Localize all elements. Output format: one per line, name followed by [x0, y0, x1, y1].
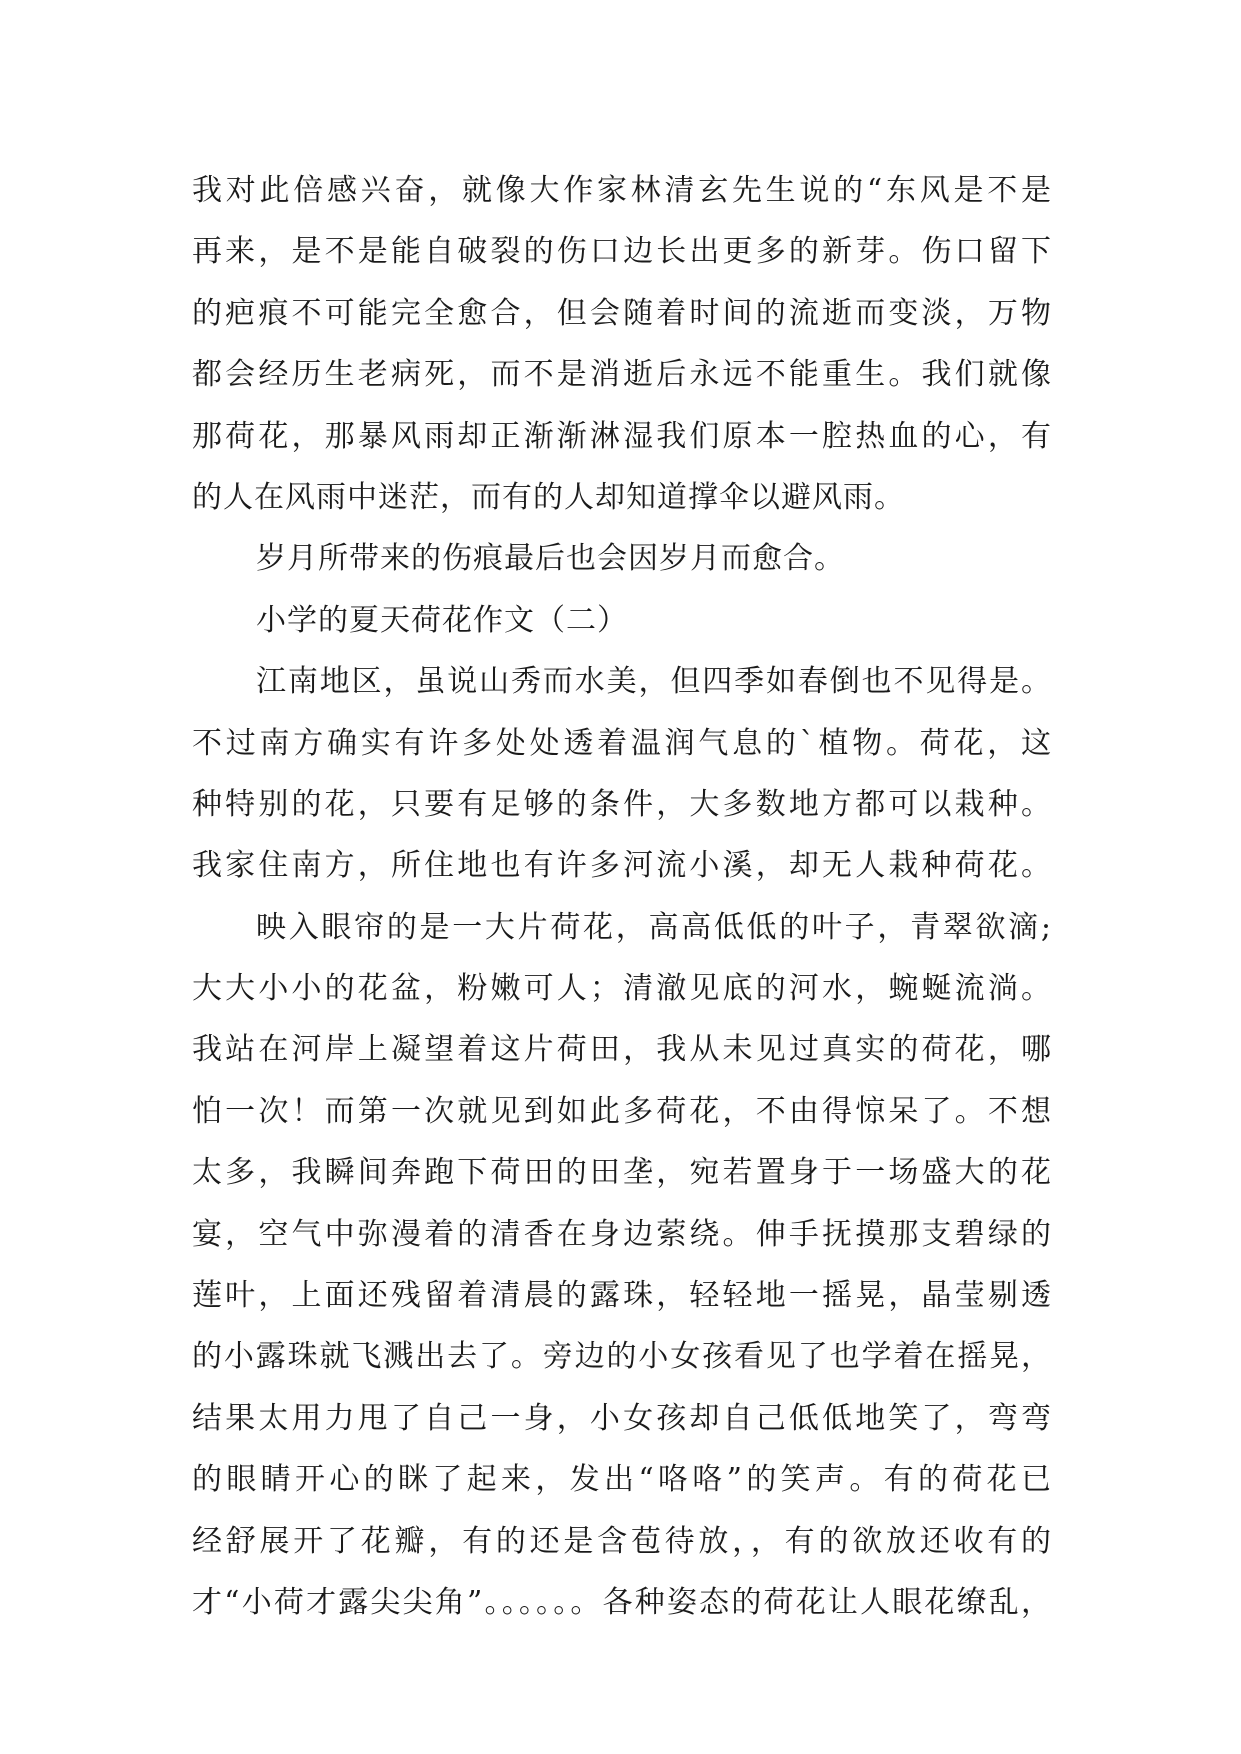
text-line: 种特别的花，只要有足够的条件，大多数地方都可以栽种。: [192, 786, 1052, 822]
text-line: 经舒展开了花瓣，有的还是含苞待放，，有的欲放还收有的: [192, 1523, 1052, 1559]
text-line: 大大小小的花盆，粉嫩可人；清澈见底的河水，蜿蜒流淌。: [192, 971, 1052, 1007]
text-line: 我站在河岸上凝望着这片荷田，我从未见过真实的荷花，哪: [192, 1032, 1052, 1068]
text-line: 岁月所带来的伤痕最后也会因岁月而愈合。: [256, 541, 845, 577]
text-line: 那荷花，那暴风雨却正渐渐淋湿我们原本一腔热血的心，有: [192, 418, 1052, 454]
text-line: 的小露珠就飞溅出去了。旁边的小女孩看见了也学着在摇晃，: [192, 1339, 1052, 1375]
text-line: 映入眼帘的是一大片荷花，高高低低的叶子，青翠欲滴;: [256, 909, 1052, 945]
text-line: 结果太用力甩了自己一身，小女孩却自己低低地笑了，弯弯: [192, 1400, 1052, 1436]
text-line: 都会经历生老病死，而不是消逝后永远不能重生。我们就像: [192, 357, 1052, 393]
text-line: 怕一次！而第一次就见到如此多荷花，不由得惊呆了。不想: [192, 1093, 1052, 1129]
text-line: 再来，是不是能自破裂的伤口边长出更多的新芽。伤口留下: [192, 234, 1052, 270]
text-line: 宴，空气中弥漫着的清香在身边萦绕。伸手抚摸那支碧绿的: [192, 1216, 1052, 1252]
body-text: [192, 160, 1052, 1633]
text-line: 我家住南方，所住地也有许多河流小溪，却无人栽种荷花。: [192, 848, 1052, 884]
text-line: 的眼睛开心的眯了起来，发出“咯咯”的笑声。有的荷花已: [192, 1462, 1052, 1498]
text-line: 江南地区，虽说山秀而水美，但四季如春倒也不见得是。: [256, 664, 1052, 700]
text-line: 才“小荷才露尖尖角”。。。。。。各种姿态的荷花让人眼花缭乱，: [192, 1584, 1052, 1620]
text-line: 不过南方确实有许多处处透着温润气息的`植物。荷花，这: [192, 725, 1052, 761]
text-line: 我对此倍感兴奋，就像大作家林清玄先生说的“东风是不是: [192, 173, 1052, 208]
text-line: 莲叶，上面还残留着清晨的露珠，轻轻地一摇晃，晶莹剔透: [192, 1278, 1052, 1314]
text-line: 的疤痕不可能完全愈合，但会随着时间的流逝而变淡，万物: [192, 295, 1052, 331]
text-line: 的人在风雨中迷茫，而有的人却知道撑伞以避风雨。: [192, 479, 905, 515]
text-line: 太多，我瞬间奔跑下荷田的田垄，宛若置身于一场盛大的花: [192, 1155, 1052, 1191]
text-line: 小学的夏天荷花作文（二）: [256, 602, 628, 638]
